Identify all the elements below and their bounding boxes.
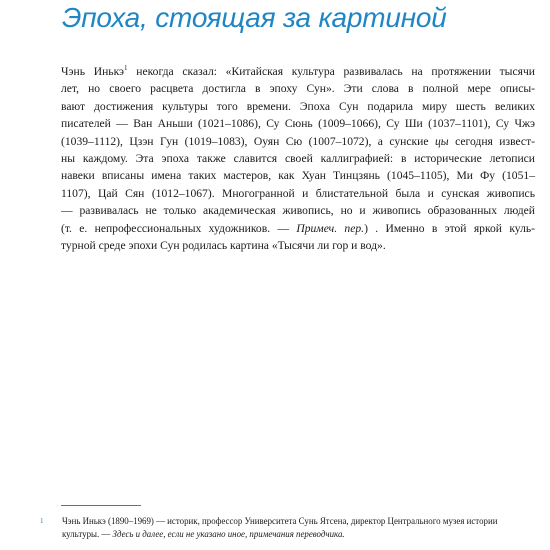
text-line: писателей — Ван Аньши (1021–1086), Су Сюнь (1009–1066), Су Ши (1037–1101), Су Чжэ [61,117,535,131]
text-line: турной среде эпохи Сун родилась картина «Тысячи ли гор и вод». [61,239,386,253]
main-paragraph [61,63,535,254]
footnote-line: Чэнь Инькэ (1890–1969) — историк, профессор Университета Сунь Ятсена, директор Центрального музея истории [62,516,498,526]
footnote [40,515,534,541]
text-fragment: Чэнь Инькэ [61,65,125,78]
text-line [61,220,535,237]
footnote-reference: 1 [124,64,128,73]
page-title: Эпоха, стоящая за картиной [62,2,447,33]
text-fragment: (1039–1112), Цзэн Гун (1019–1083), Оуян Сю (1007–1072), а сунские [61,134,435,148]
text-line: лет, но своего расцвета достигла в эпоху Сун». Эти слова в полной мере описы- [61,82,535,96]
footnote-number: 1 [40,517,44,525]
text-line [61,133,535,150]
ci-term: цы [434,134,449,148]
footnote-note: Здесь и далее, если не указано иное, примечания переводчика. [112,529,345,539]
text-fragment: некогда сказал: «Китайская культура развивалась на протяжении тысячи [136,65,535,78]
text-line: ны каждому. Эта эпоха также славится своей каллиграфией: в исторические летописи [61,152,535,166]
text-line: 1107), Цай Сян (1012–1067). Многогранной и блистательной была и сунская живопись [61,186,535,200]
footnote-divider [61,505,141,506]
text-fragment: (т. е. непрофессиональных художников. — [61,221,297,235]
footnote-text [62,515,534,541]
text-fragment: ) . Именно в этой яркой куль- [364,221,536,235]
text-fragment: сегодня извест- [455,134,535,148]
text-line [61,63,535,80]
text-line: — развивалась не только академическая живопись, но и живопись образованных людей [61,204,535,218]
text-line: вают достижения культуры того времени. Эпоха Сун подарила миру шесть великих [61,99,535,113]
text-line: навеки вписаны имена таких мастеров, как Хуан Тинцзянь (1045–1105), Ми Фу (1051– [61,169,535,183]
editor-note: Примеч. пер. [296,221,365,235]
footnote-line: культуры. — [62,529,113,539]
